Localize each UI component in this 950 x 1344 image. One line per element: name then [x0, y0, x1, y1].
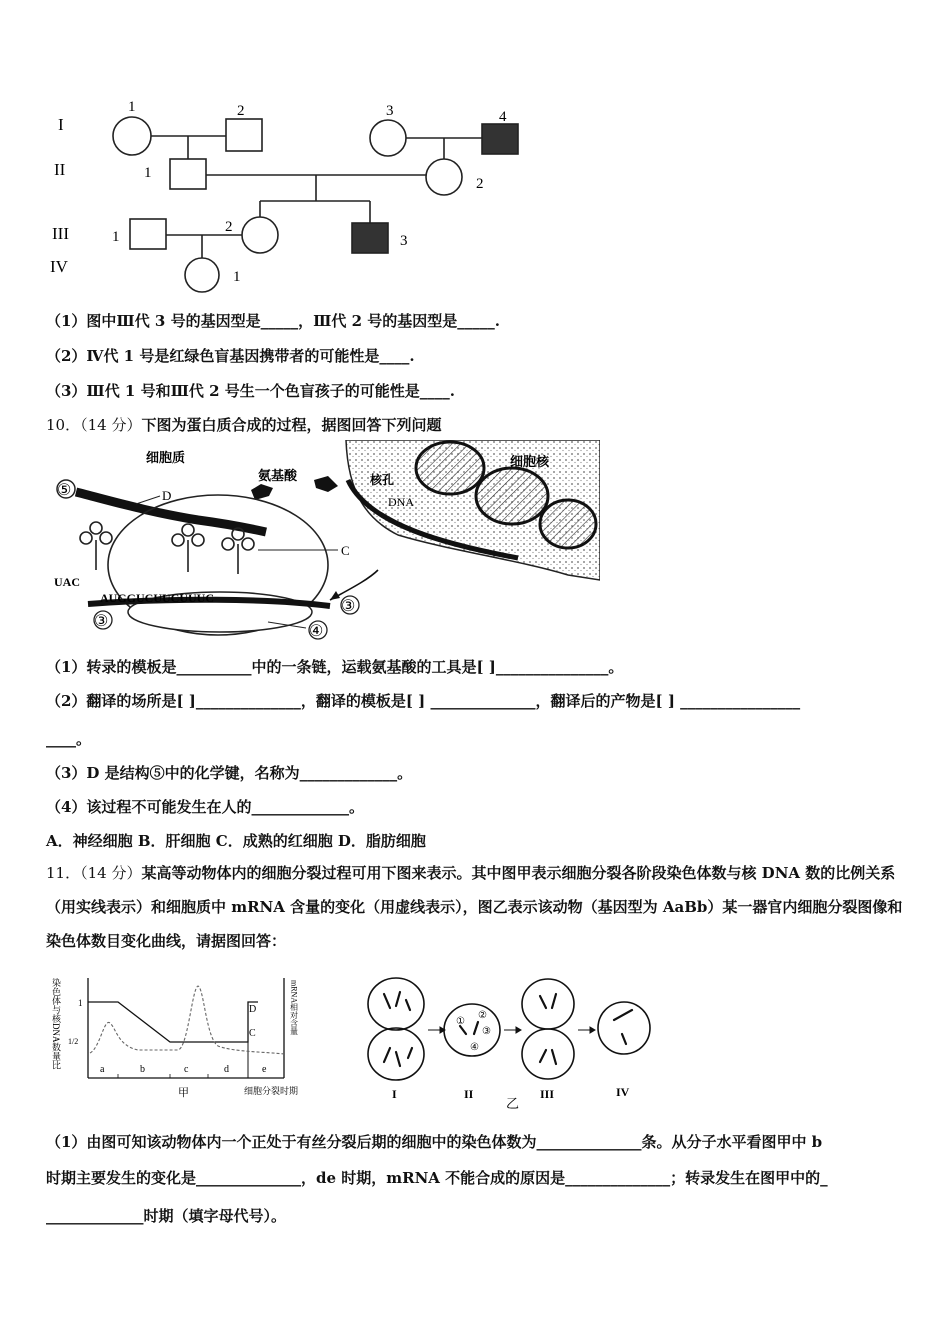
q10-number: 10． [46, 416, 81, 434]
ytick-half: 1/2 [68, 1037, 79, 1046]
label-dna: DNA [388, 495, 414, 509]
ind-num-III1: 1 [112, 229, 120, 245]
chrom-num-2: ② [478, 1010, 487, 1021]
graph-jia [48, 968, 308, 1100]
generation-label-1: I [58, 115, 64, 134]
label-c: C [341, 543, 350, 558]
mark-d: D [249, 1004, 257, 1015]
ind-num-III2: 2 [225, 219, 233, 235]
protein-synthesis-figure [48, 440, 600, 640]
ind-num-II2: 2 [476, 176, 484, 192]
label-anticodon: UAC [54, 575, 80, 589]
ind-num-III3: 3 [400, 233, 408, 249]
cells-title: 乙 [506, 1096, 520, 1110]
graph-xlabel: 细胞分裂时期 [244, 1086, 299, 1096]
q11-stem: 某高等动物体内的细胞分裂过程可用下图来表示。其中图甲表示细胞分裂各阶段染色体数与核 DNA 数的比例关系（用实线表示）和细胞质中 mRNA 含量的变化（用虚线表示），图乙表示该动物（基因型为 AaBb）某一器官内细胞分裂图像和染色体数目变化曲线，请据图回答： [46, 864, 903, 950]
ind-num-I1: 1 [128, 99, 136, 115]
q9-part2: （2）Ⅳ代 1 号是红绿色盲基因携带者的可能性是____. [46, 347, 415, 365]
q11-header [46, 856, 904, 958]
ind-num-I3: 3 [386, 103, 394, 119]
label-pore: 核孔 [370, 473, 395, 487]
q9-part1: （1）图中Ⅲ代 3 号的基因型是_____，Ⅲ代 2 号的基因型是_____. [46, 312, 500, 330]
q9-part3: （3）Ⅲ代 1 号和Ⅲ代 2 号生一个色盲孩子的可能性是____. [46, 382, 455, 400]
cell-label-2: II [464, 1087, 474, 1101]
chrom-num-3: ③ [482, 1026, 491, 1037]
generation-label-3: III [52, 224, 69, 243]
cells-yi [360, 970, 660, 1110]
q11-part1-line2: 时期主要发生的变化是______________，de 时期，mRNA 不能合成的原因是______________；转录发生在图甲中的_ [46, 1169, 828, 1187]
q11-score: （14 分） [80, 864, 142, 882]
label-cytoplasm: 细胞质 [146, 450, 186, 465]
xtick-e: e [262, 1064, 267, 1075]
generation-label-2: II [54, 160, 66, 179]
cell-label-1: I [392, 1087, 397, 1101]
ind-num-IV1: 1 [233, 269, 241, 285]
mark-c: C [249, 1028, 256, 1039]
xtick-c: c [184, 1064, 189, 1075]
q10-part4: （4）该过程不可能发生在人的_____________。 [46, 798, 364, 816]
generation-label-4: IV [50, 257, 68, 276]
xtick-a: a [100, 1064, 105, 1075]
graph-ylabel-right: mRNA相对含量 [289, 980, 299, 1036]
label-nucleus: 细胞核 [510, 454, 550, 469]
graph-ylabel: 染色体与核DNA数量比 [51, 978, 61, 1070]
chrom-num-4: ④ [470, 1042, 479, 1053]
ind-num-II1: 1 [144, 165, 152, 181]
graph-title: 甲 [178, 1087, 189, 1099]
label-amino-acid: 氨基酸 [258, 468, 298, 483]
q11-part1-line3: _____________时期（填字母代号）。 [46, 1207, 287, 1225]
label-d: D [162, 488, 172, 503]
q11-part1-line1: （1）由图可知该动物体内一个正处于有丝分裂后期的细胞中的染色体数为______________条。从分子水平看图甲中 b [46, 1133, 823, 1151]
label-circled-4: ④ [309, 623, 324, 640]
q10-stem: 下图为蛋白质合成的过程，据图回答下列问题 [141, 416, 442, 434]
q10-part3: （3）D 是结构⑤中的化学键，名称为_____________。 [46, 764, 413, 782]
ytick-1: 1 [78, 998, 83, 1008]
q10-header [46, 414, 441, 435]
q11-number: 11． [46, 864, 81, 882]
label-circled-3a: ③ [341, 598, 356, 615]
q10-choices: A．神经细胞 B．肝细胞 C．成熟的红细胞 D．脂肪细胞 [46, 832, 426, 850]
cell-label-4: IV [616, 1085, 630, 1099]
label-circled-5: ⑤ [57, 482, 72, 499]
ind-num-I4: 4 [499, 109, 507, 125]
q10-part2-cont: ____。 [46, 730, 92, 748]
label-circled-3b: ③ [94, 613, 109, 630]
cell-label-3: III [540, 1087, 555, 1101]
q10-score: （14 分） [80, 416, 142, 434]
q10-part1: （1）转录的模板是__________中的一条链，运载氨基酸的工具是[ ]_______________。 [46, 658, 624, 676]
ind-num-I2: 2 [237, 103, 245, 119]
chrom-num-1: ① [456, 1016, 465, 1027]
xtick-b: b [140, 1064, 145, 1075]
q10-part2: （2）翻译的场所是[ ]______________，翻译的模板是[ ] ______________，翻译后的产物是[ ] ________________ [46, 692, 801, 710]
xtick-d: d [224, 1064, 229, 1075]
pedigree-figure [40, 95, 550, 300]
label-mrna-seq: AUGGUCUUCUUUC [100, 591, 214, 605]
